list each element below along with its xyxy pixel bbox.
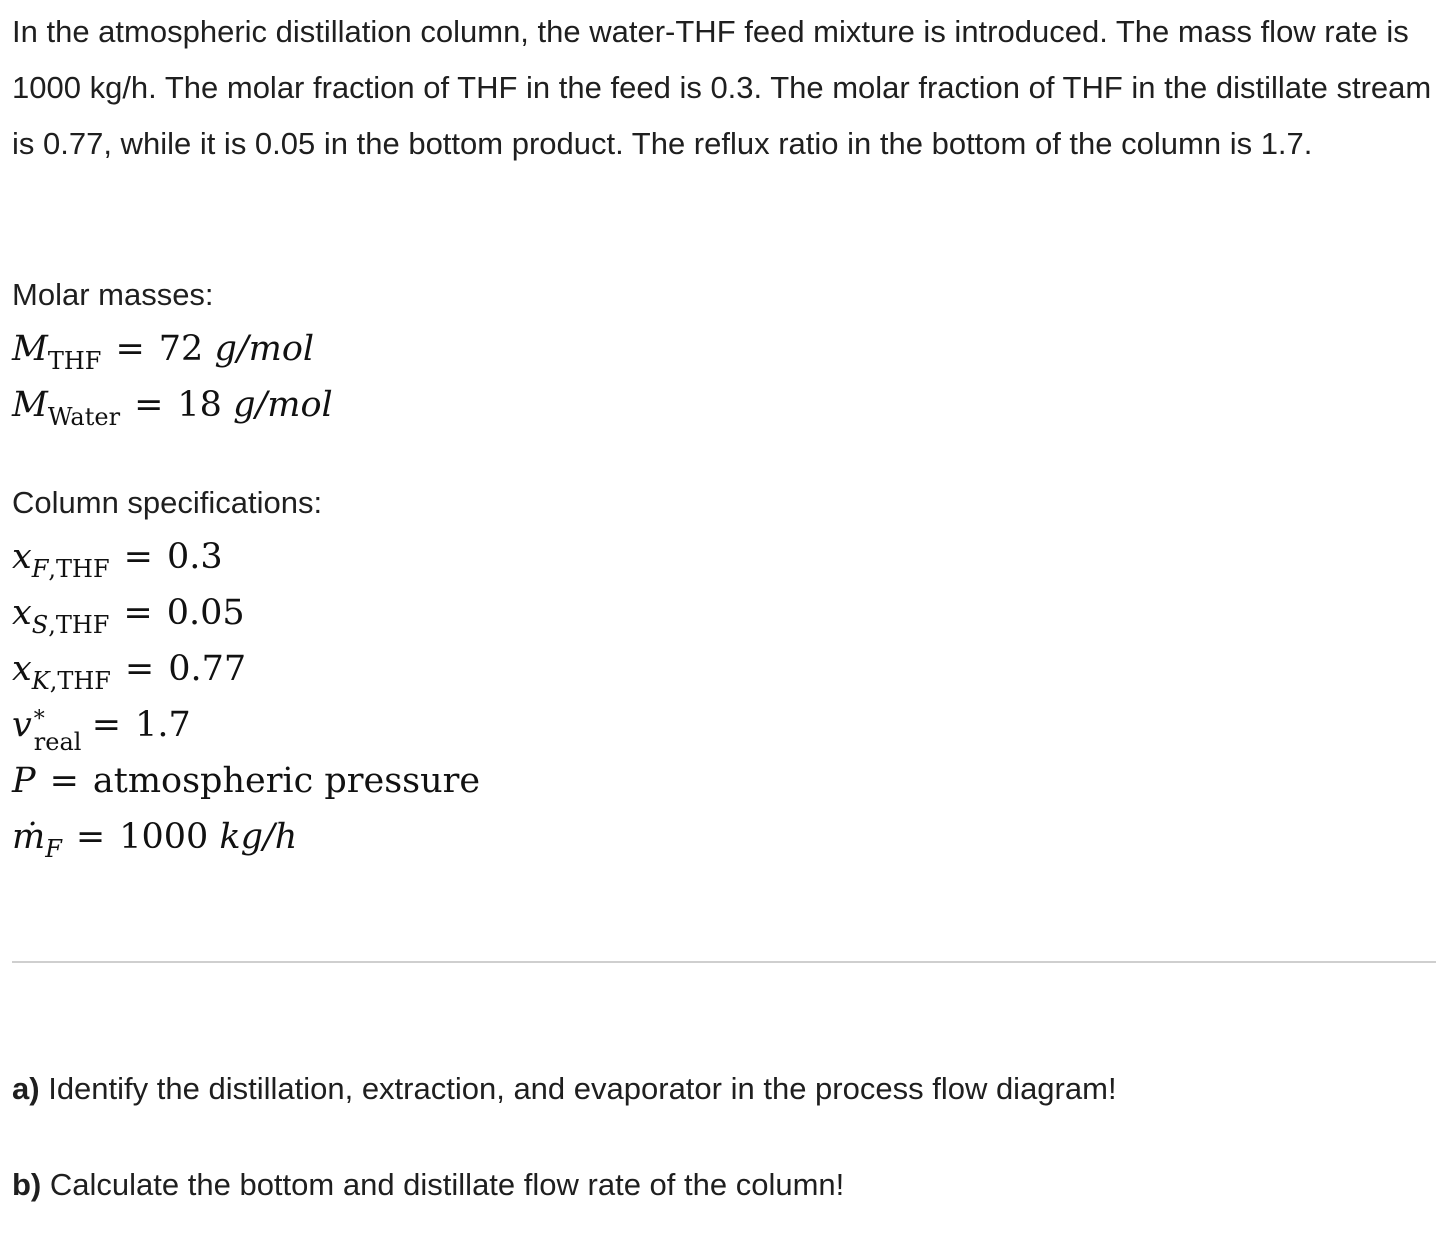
spec-pressure-value: atmospheric pressure (92, 761, 481, 801)
equals-sign: = (115, 329, 145, 369)
section-divider (12, 961, 1436, 963)
spec-x-feed-subvar: F (31, 555, 49, 583)
question-b (12, 1165, 844, 1205)
spec-reflux-superscript: * (33, 707, 45, 732)
spec-reflux-ratio (12, 701, 191, 756)
spec-reflux-scripts (32, 707, 82, 756)
equals-sign: = (75, 817, 106, 857)
molar-masses-heading: Molar masses: (12, 277, 214, 312)
spec-x-bottom-subtext: ,THF (48, 611, 110, 639)
molar-mass-water-subscript: Water (47, 403, 121, 431)
molar-mass-water-symbol: M (12, 385, 48, 425)
question-a-text: Identify the distillation, extraction, and evaporator in the process flow diagram! (48, 1071, 1117, 1106)
spec-mass-flow-value: 1000 (119, 817, 209, 857)
molar-mass-thf-value: 72 (158, 329, 204, 369)
spec-x-bottom (12, 589, 245, 640)
spec-x-feed (12, 533, 223, 584)
spec-x-distillate-symbol: x (12, 649, 32, 689)
spec-x-bottom-subvar: S (31, 611, 49, 639)
molar-mass-water-unit: g/mol (233, 385, 333, 425)
spec-x-bottom-symbol: x (12, 593, 32, 633)
spec-reflux-symbol: v (12, 705, 32, 745)
spec-x-distillate (12, 645, 246, 696)
molar-mass-water-value: 18 (177, 385, 222, 425)
spec-x-distillate-value: 0.77 (168, 649, 247, 689)
spec-reflux-subscript: real (33, 728, 82, 756)
spec-x-feed-subtext: ,THF (48, 555, 110, 583)
equals-sign: = (124, 649, 155, 689)
spec-mass-flow-symbol: ṁ (12, 817, 46, 857)
molar-mass-thf (12, 325, 314, 376)
spec-reflux-value: 1.7 (135, 705, 191, 745)
equals-sign: = (134, 385, 164, 425)
spec-mass-flow (12, 813, 297, 864)
equals-sign: = (123, 537, 153, 577)
spec-pressure-symbol: P (12, 761, 36, 801)
molar-mass-thf-symbol: M (12, 329, 48, 369)
intro-paragraph: In the atmospheric distillation column, the water-THF feed mixture is introduced. The mass flow rate is 1000 kg/h. The molar fraction of THF in the feed is 0.3. The molar fraction of THF in the distillate stream is 0.77, while it is 0.05 in the bottom product. The reflux ratio in the bottom of the column is 1.7. (12, 14, 1432, 161)
spec-x-feed-value: 0.3 (166, 537, 223, 577)
question-a-label: a) (12, 1071, 40, 1106)
question-b-text: Calculate the bottom and distillate flow rate of the column! (49, 1167, 845, 1202)
spec-pressure (12, 757, 480, 805)
molar-mass-water (12, 381, 333, 432)
column-specs-heading: Column specifications: (12, 485, 323, 520)
equals-sign: = (49, 761, 79, 801)
spec-x-distillate-subtext: ,THF (49, 667, 111, 695)
equals-sign: = (123, 593, 153, 633)
molar-mass-thf-subscript: THF (47, 347, 102, 375)
spec-x-feed-symbol: x (12, 537, 32, 577)
spec-mass-flow-unit: kg/h (219, 817, 298, 857)
spec-x-distillate-subvar: K (31, 667, 50, 695)
molar-mass-thf-unit: g/mol (214, 329, 315, 369)
question-b-label: b) (12, 1167, 42, 1202)
spec-x-bottom-value: 0.05 (166, 593, 245, 633)
equals-sign: = (91, 705, 122, 745)
question-a (12, 1069, 1117, 1109)
spec-mass-flow-subvar: F (45, 835, 62, 863)
